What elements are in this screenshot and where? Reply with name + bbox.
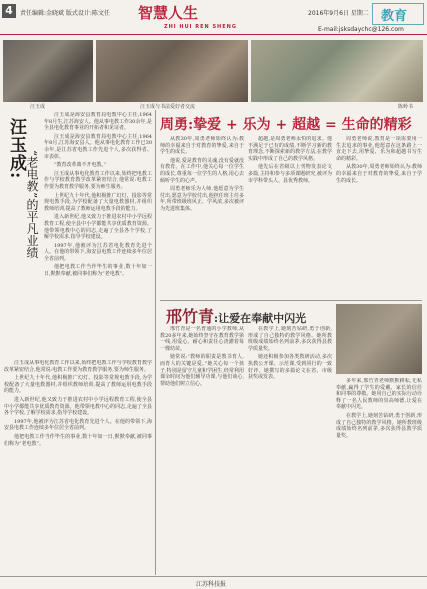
- column-divider: [155, 110, 156, 575]
- email-line: E-mail:jsksdaychc@126.com: [318, 26, 404, 33]
- section-divider: [160, 300, 422, 301]
- article3-paragraph: 她还积极参加各类教研活动,多次执教公开课、示范课,受到同行的一致好评。她撰写的多篇论文在省、市级获奖或发表。: [248, 354, 332, 381]
- article2-paragraph: 从教30年,周勇老师始终认为:教师的幸福来自于对教育的挚爱,来自于学生的成长。: [336, 164, 422, 184]
- article1-paragraph: 汪玉成从事电化教育工作以来,始终把电教工作与学校教育教学改革紧密结合,他常说:电教工作要为教育教学服务,要为师生服务。: [4, 360, 152, 373]
- article2-paragraph: 超越,是周勇老师永恒的追求。他不满足于已有的成绩,不断学习新的教育理念,不断探索新的教学方法,在教学实践中形成了自己的教学风格。: [248, 136, 332, 162]
- article1-paragraph: 他把电教工作当作毕生的事业,数十年如一日,默默奉献,被同事们称为“老电教”。: [4, 433, 152, 447]
- section-title: 智慧人生: [138, 4, 199, 22]
- article3-subheadline: :让爱在奉献中闪光: [214, 312, 307, 325]
- article1-paragraph: 上世纪九十年代,他积极推广幻灯、投影等常规电教手段,为学校配备了大量电教器材,并组织教师培训,提高了教师运用电教手段的能力。: [4, 375, 152, 395]
- article1-paragraph: 上世纪九十年代,他积极推广幻灯、投影等常规电教手段,为学校配备了大量电教器材,并组织教师培训,提高了教师运用电教手段的能力。: [44, 192, 152, 212]
- header-rule: [0, 34, 427, 35]
- article2-paragraph: 他先后在省级以上刊物发表论文多篇,主持和参与多项课题研究,被评为市学科带头人、县优秀教师。: [248, 164, 332, 184]
- article1-body-lower: [4, 360, 152, 570]
- section-pinyin: ZHI HUI REN SHENG: [164, 24, 237, 30]
- photo-exchange: [96, 40, 248, 102]
- article2-body-col1: [160, 136, 244, 296]
- article2-paragraph: 周勇老师说,教育是一项需要用一生去追求的事业,他愿意在这条路上一直走下去,用挚爱、乐为和超越书写生命的精彩。: [336, 136, 422, 162]
- article3-body-col2: [248, 326, 332, 570]
- article3-body-col3: [336, 378, 422, 570]
- page-number: 4: [2, 4, 16, 18]
- article1-paragraph: 进入新世纪,他又致力于推进农村中小学远程教育工程,使全县中小学都能共享优质教育资源。他带领电教中心的同志,走遍了全县各个学校,了解学校需求,指导学校建设。: [4, 396, 152, 417]
- footer-paper-name: 江苏科技报: [196, 581, 227, 588]
- article2-paragraph: 从教30年,周勇老师始终认为:教师的幸福来自于对教育的挚爱,来自于学生的成长。: [160, 136, 244, 156]
- article1-headline: 汪玉成:: [6, 118, 26, 180]
- article2-body-col3: [336, 136, 422, 296]
- date-line: 2016年9月6日 星期二: [308, 10, 369, 17]
- article1-paragraph: 1997年,他被评为江苏省电化教育先进个人。在他的带领下,海安县电教工作连续多年位居全省前列。: [4, 418, 152, 432]
- editor-line: 责任编辑:金晓斌 版式设计:陈文任: [20, 10, 110, 17]
- article3-paragraph: 邢竹青是一名普通的小学教师,从教20多年来,她始终坚守在教育教学第一线,用爱心、耐心和责任心浇灌着每一棵幼苗。: [160, 326, 244, 352]
- photo-calligraphy: [251, 40, 423, 102]
- page-header: [0, 0, 427, 36]
- photo-xing-zhuqing: [336, 304, 422, 374]
- article3-paragraph: 在教学上,她刻苦钻研,勇于创新,形成了自己独特的教学风格。她所教班级成绩始终名列前茅,多次获得县教学质量奖。: [336, 412, 422, 439]
- logo-text: 教育: [381, 9, 408, 24]
- article3-paragraph: 多年来,邢竹青老师默默耕耘,无私奉献,赢得了学生的爱戴、家长的信任和同事的尊敬。她用自己的实际行动诠释了一名人民教师的崇高师德,让爱在奉献中闪光。: [336, 378, 422, 411]
- article1-paragraph: 汪玉成从事电化教育工作以来,始终把电教工作与学校教育教学改革紧密结合,他常说:电教工作要为教育教学服务,要为师生服务。: [44, 170, 152, 190]
- article1-lead: 汪玉成是海安县教育局电教中心主任,1964年8月生,江苏海安人。他从事电教工作30余年,是全县电化教育事业的开拓者和见证者。: [44, 112, 152, 132]
- article3-headline-group: [166, 304, 306, 327]
- article2-paragraph: 他说,爱是教育的灵魂,没有爱就没有教育。在工作中,他关心每一位学生的成长,尊重每一位学生的人格,用心去倾听学生的心声。: [160, 157, 244, 184]
- article3-paragraph: 在教学上,她刻苦钻研,勇于创新,形成了自己独特的教学风格。她所教班级成绩始终名列前茅,多次获得县教学质量奖。: [248, 326, 332, 352]
- article3-headline: 邢竹青: [166, 307, 215, 326]
- article1-paragraph: 1997年,他被评为江苏省电化教育先进个人。在他的带领下,海安县电教工作连续多年位居全省前列。: [44, 242, 152, 262]
- article3-paragraph: 她常说:“教师的职责是教书育人,而育人的关键是爱。”她关心每一个孩子,特别是留守儿童和学困生,经常利用课余时间为他们辅导功课,与他们谈心,帮助他们树立信心。: [160, 354, 244, 387]
- article1-paragraph: 他把电教工作当作毕生的事业,数十年如一日,默默奉献,被同事们称为“老电教”。: [44, 264, 152, 278]
- article3-body-col1: [160, 326, 244, 570]
- article1-subheadline: “老电教”的平凡业绩: [25, 150, 39, 259]
- article1-paragraph: 进入新世纪,他又致力于推进农村中小学远程教育工程,使全县中小学都能共享优质教育资源。他带领电教中心的同志,走遍了全县各个学校,了解学校需求,指导学校建设。: [44, 214, 152, 241]
- photo-caption-mid: 汪玉成与书法爱好者交流: [140, 104, 196, 110]
- article2-paragraph: 周勇老师乐为人师,他愿意为学生付出,愿意为学校付出,他担任班主任多年,所带班级班风正、学风浓,多次被评为先进班集体。: [160, 186, 244, 212]
- section-brand: [138, 2, 278, 32]
- article1-paragraph: 汪玉成是海安县教育局电教中心主任,1964年8月,江苏海安县人。他从事电化教育工作已30余年,是江苏省电教工作先进个人,多次获得省、市表彰。: [44, 133, 152, 160]
- article2-headline: 周勇:挚爱 + 乐为 + 超越 = 生命的精彩: [160, 117, 412, 133]
- photo-caption-right: 陈岭书: [398, 104, 414, 110]
- article2-body-col2: [248, 136, 332, 296]
- paper-logo: [372, 3, 424, 25]
- photo-caption-left: 汪玉成: [30, 104, 46, 110]
- article1-paragraph: “教育改革离不开电教。”: [54, 162, 107, 169]
- footer-rule: [0, 576, 427, 577]
- photo-wang-yucheng: [3, 40, 93, 102]
